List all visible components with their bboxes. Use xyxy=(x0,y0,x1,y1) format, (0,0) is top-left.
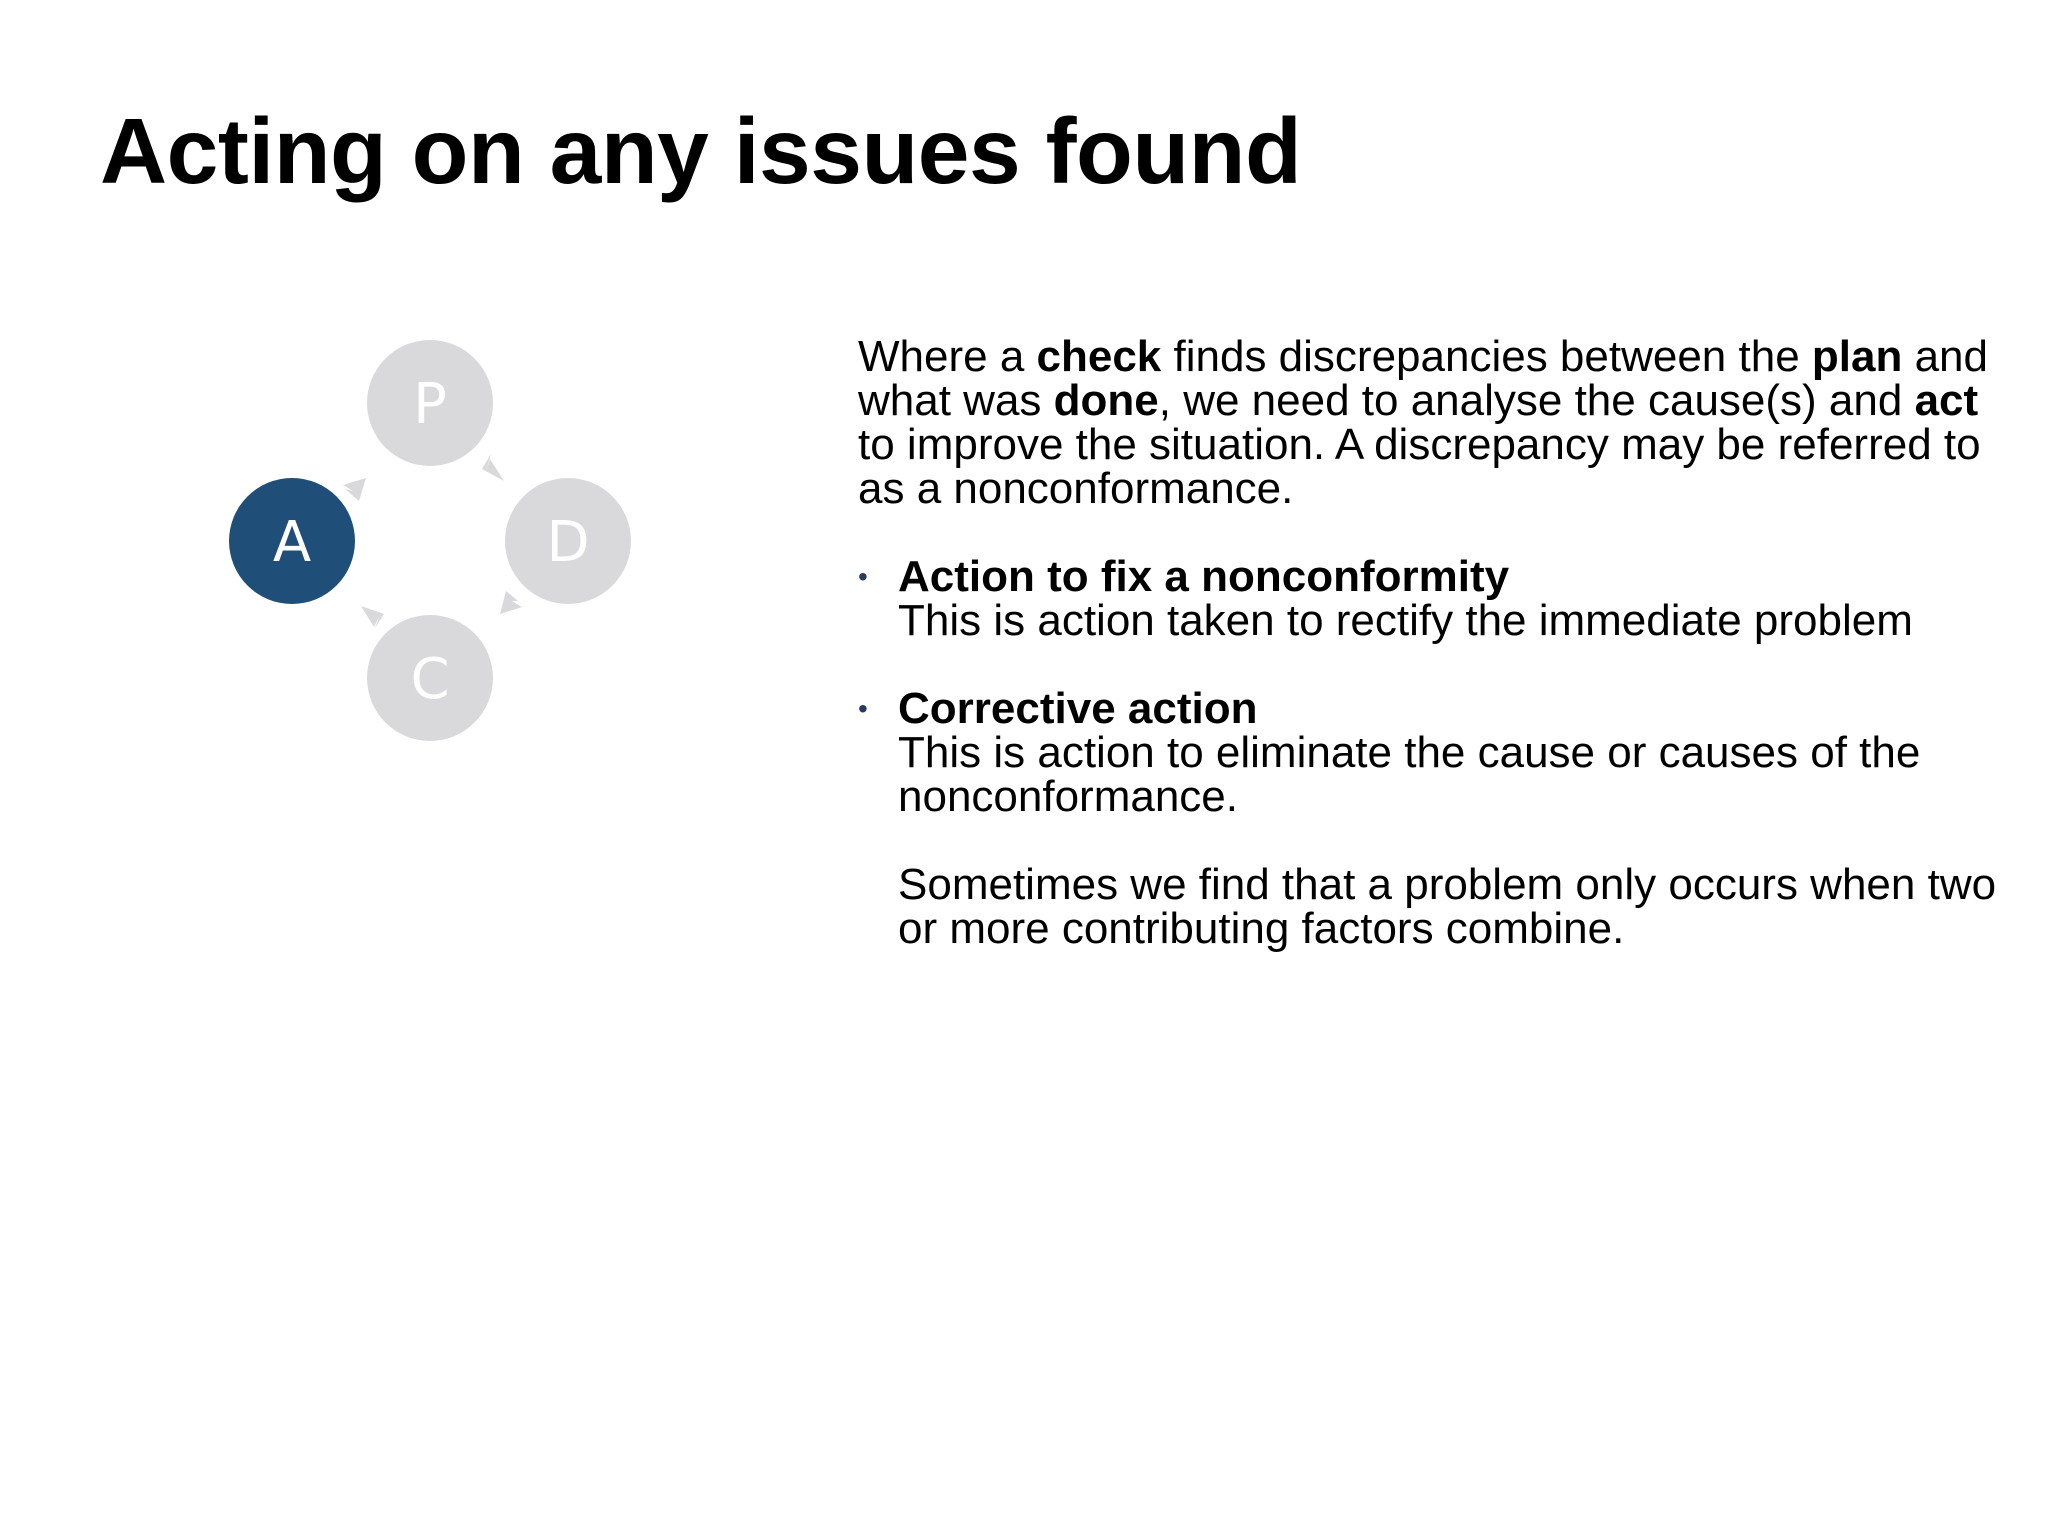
arrow-act-to-plan xyxy=(343,478,366,501)
pdca-cycle-svg xyxy=(220,330,640,750)
slide-title: Acting on any issues found xyxy=(100,99,1302,203)
pdca-letter-check: C xyxy=(410,647,450,712)
arrow-check-to-act xyxy=(361,606,384,628)
pdca-letter-plan: P xyxy=(413,372,447,437)
intro-text: Where a xyxy=(858,332,1037,381)
intro-text: finds discrepancies between the xyxy=(1161,332,1812,381)
bullet-item-fix-nonconformity xyxy=(858,552,2008,645)
pdca-letter-do: D xyxy=(546,510,590,575)
bullet-body: This is action to eliminate the cause or causes of the nonconformance. xyxy=(898,728,1921,821)
bullet-list xyxy=(858,552,2008,953)
intro-paragraph xyxy=(858,332,2008,513)
keyword-act: act xyxy=(1914,376,1979,425)
pdca-letter-act: A xyxy=(272,510,312,575)
arrow-plan-to-do xyxy=(482,454,504,481)
bullet-body: This is action taken to rectify the immediate problem xyxy=(898,596,1913,645)
intro-text: and what was xyxy=(858,332,1988,425)
intro-text: , we need to analyse the cause(s) and xyxy=(1158,376,1915,425)
bullet-extra-paragraph: Sometimes we find that a problem only occurs when two or more contributing factors combine. xyxy=(898,860,1997,953)
bullet-heading: Corrective action xyxy=(898,684,1258,733)
bullet-item-corrective-action xyxy=(858,684,2008,953)
bullet-heading: Action to fix a nonconformity xyxy=(898,552,1510,601)
keyword-plan: plan xyxy=(1811,332,1903,381)
pdca-cycle-diagram xyxy=(220,330,640,750)
keyword-done: done xyxy=(1053,376,1159,425)
keyword-check: check xyxy=(1036,332,1162,381)
bullet-dot-icon: • xyxy=(858,693,868,724)
arrow-do-to-check xyxy=(500,591,522,614)
intro-text: to improve the situation. A discrepancy may be referred to as a nonconformance. xyxy=(858,420,1981,513)
bullet-dot-icon: • xyxy=(858,561,868,592)
slide-content xyxy=(858,332,2008,995)
